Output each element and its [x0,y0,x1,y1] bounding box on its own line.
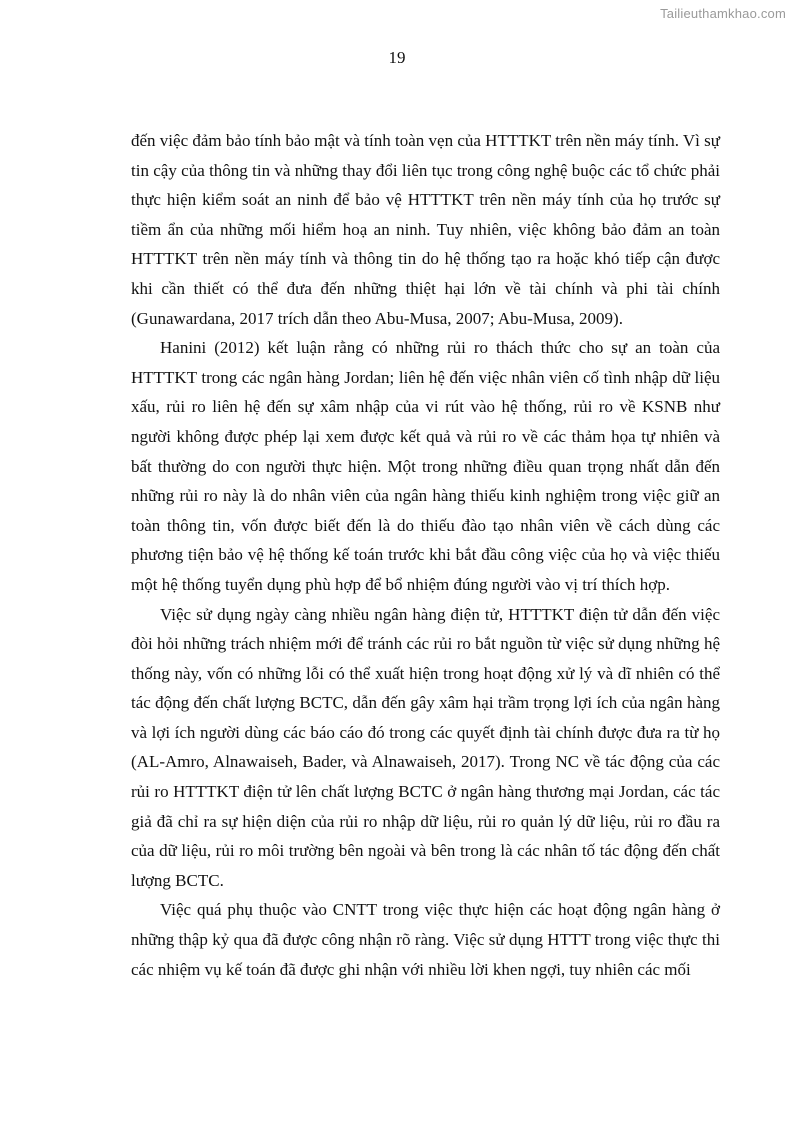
paragraph-2: Hanini (2012) kết luận rằng có những rủi ro thách thức cho sự an toàn của HTTTKT trong các ngân hàng Jordan; liên hệ đến việc nhân viên cố tình nhập dữ liệu xấu, rủi ro liên hệ đến sự xâm nhập của vi rút vào hệ thống, rủi ro về KSNB như người không được phép lại xem được kết quả và rủi ro về các thảm họa tự nhiên và bất thường do con người thực hiện. Một trong những điều quan trọng nhất dẫn đến những rủi ro này là do nhân viên của ngân hàng thiếu kinh nghiệm trong việc giữ an toàn thông tin, vốn được biết đến là do thiếu đào tạo nhân viên về cách dùng các phương tiện bảo vệ hệ thống kế toán trước khi bắt đầu công việc của họ và việc thiếu một hệ thống tuyển dụng phù hợp để bổ nhiệm đúng người vào vị trí thích hợp. [131,338,720,594]
watermark-text: Tailieuthamkhao.com [660,6,786,21]
paragraph-1: đến việc đảm bảo tính bảo mật và tính toàn vẹn của HTTTKT trên nền máy tính. Vì sự tin cậy của thông tin và những thay đổi liên tục trong công nghệ buộc các tổ chức phải thực hiện kiểm soát an ninh để bảo vệ HTTTKT trên nền máy tính của họ trước sự tiềm ẩn của những mối hiểm hoạ an ninh. Tuy nhiên, việc không bảo đảm an toàn HTTTKT trên nền máy tính và thông tin do hệ thống tạo ra hoặc khó tiếp cận được khi cần thiết có thể đưa đến những thiệt hại lớn về tài chính và phi tài chính (Gunawardana, 2017 trích dẫn theo Abu-Musa, 2007; Abu-Musa, 2009). [131,131,720,328]
paragraph-3: Việc sử dụng ngày càng nhiều ngân hàng điện tử, HTTTKT điện tử dẫn đến việc đòi hỏi những trách nhiệm mới để tránh các rủi ro bắt nguồn từ việc sử dụng những hệ thống này, vốn có những lỗi có thể xuất hiện trong hoạt động xử lý và dĩ nhiên có thể tác động đến chất lượng BCTC, dẫn đến gây xâm hại trầm trọng lợi ích của ngân hàng và lợi ích người dùng các báo cáo đó trong các quyết định tài chính được đưa ra từ họ (AL-Amro, Alnawaiseh, Bader, và Alnawaiseh, 2017). Trong NC về tác động của các rủi ro HTTTKT điện tử lên chất lượng BCTC ở ngân hàng thương mại Jordan, các tác giả đã chỉ ra sự hiện diện của rủi ro nhập dữ liệu, rủi ro quản lý dữ liệu, rủi ro đầu ra của dữ liệu, rủi ro môi trường bên ngoài và bên trong là các nhân tố tác động đến chất lượng BCTC. [131,604,720,890]
paragraph-4: Việc quá phụ thuộc vào CNTT trong việc thực hiện các hoạt động ngân hàng ở những thập kỷ qua đã được công nhận rõ ràng. Việc sử dụng HTTT trong việc thực thi các nhiệm vụ kế toán đã được ghi nhận với nhiều lời khen ngợi, tuy nhiên các mối [131,900,720,979]
document-body [131,126,720,984]
page-number: 19 [388,48,406,67]
